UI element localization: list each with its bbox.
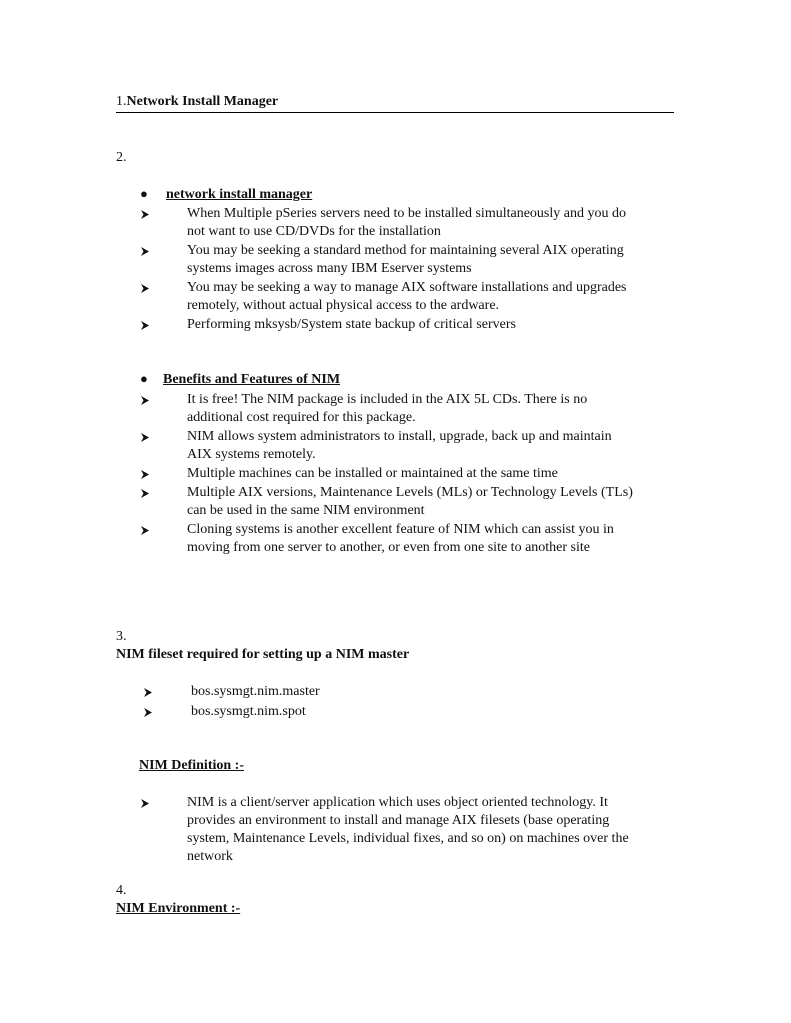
section-4-number: 4. (116, 883, 127, 898)
arrow-bullet-icon (140, 488, 150, 499)
arrow-bullet-icon (140, 432, 150, 443)
group-1-title: network install manager (166, 187, 313, 202)
group-1-item-4-line-1: Performing mksysb/System state backup of critical servers (187, 317, 516, 332)
definition-line-2: provides an environment to install and manage AIX filesets (base operating (187, 813, 610, 828)
group-1-item-1-line-1: When Multiple pSeries servers need to be installed simultaneously and you do (187, 206, 626, 221)
arrow-bullet-icon (143, 707, 153, 718)
section-3-number: 3. (116, 629, 127, 644)
definition-line-3: system, Maintenance Levels, individual fixes, and so on) on machines over the (187, 831, 629, 846)
section-1-heading (116, 94, 278, 110)
section-2-number: 2. (116, 150, 127, 165)
group-1-item-2-line-1: You may be seeking a standard method for maintaining several AIX operating (187, 243, 624, 258)
definition-line-1: NIM is a client/server application which uses object oriented technology. It (187, 795, 608, 810)
section-4-title: NIM Environment :- (116, 901, 241, 916)
group-1-item-2-line-2: systems images across many IBM Eserver systems (187, 261, 472, 276)
fileset-2: bos.sysmgt.nim.spot (191, 704, 306, 719)
arrow-bullet-icon (143, 687, 153, 698)
group-1-item-3-line-1: You may be seeking a way to manage AIX software installations and upgrades (187, 280, 627, 295)
group-2-item-1-line-1: It is free! The NIM package is included in the AIX 5L CDs. There is no (187, 392, 588, 407)
group-2-item-4-line-1: Multiple AIX versions, Maintenance Levels (MLs) or Technology Levels (TLs) (187, 485, 633, 500)
arrow-bullet-icon (140, 283, 150, 294)
fileset-1: bos.sysmgt.nim.master (191, 684, 320, 699)
arrow-bullet-icon (140, 246, 150, 257)
group-2-item-3-line-1: Multiple machines can be installed or maintained at the same time (187, 466, 558, 481)
arrow-bullet-icon (140, 525, 150, 536)
arrow-bullet-icon (140, 798, 150, 809)
definition-title: NIM Definition :- (139, 758, 244, 773)
section-3-title: NIM fileset required for setting up a NIM master (116, 647, 410, 662)
group-2-item-4-line-2: can be used in the same NIM environment (187, 503, 425, 518)
section-1-title: Network Install Manager (126, 94, 279, 109)
bullet-icon: ● (140, 371, 148, 386)
group-2-item-1-line-2: additional cost required for this package. (187, 410, 416, 425)
heading-divider (116, 112, 674, 113)
arrow-bullet-icon (140, 320, 150, 331)
group-2-item-2-line-2: AIX systems remotely. (187, 447, 316, 462)
arrow-bullet-icon (140, 209, 150, 220)
group-2-title: Benefits and Features of NIM (163, 372, 341, 387)
group-2-item-5-line-1: Cloning systems is another excellent feature of NIM which can assist you in (187, 522, 614, 537)
group-2-item-2-line-1: NIM allows system administrators to install, upgrade, back up and maintain (187, 429, 612, 444)
group-1-item-3-line-2: remotely, without actual physical access to the ardware. (187, 298, 500, 313)
arrow-bullet-icon (140, 469, 150, 480)
bullet-icon: ● (140, 186, 148, 201)
group-1-item-1-line-2: not want to use CD/DVDs for the installation (187, 224, 441, 239)
definition-line-4: network (187, 849, 233, 864)
section-1-number: 1. (116, 94, 127, 109)
arrow-bullet-icon (140, 395, 150, 406)
group-2-item-5-line-2: moving from one server to another, or even from one site to another site (187, 540, 590, 555)
